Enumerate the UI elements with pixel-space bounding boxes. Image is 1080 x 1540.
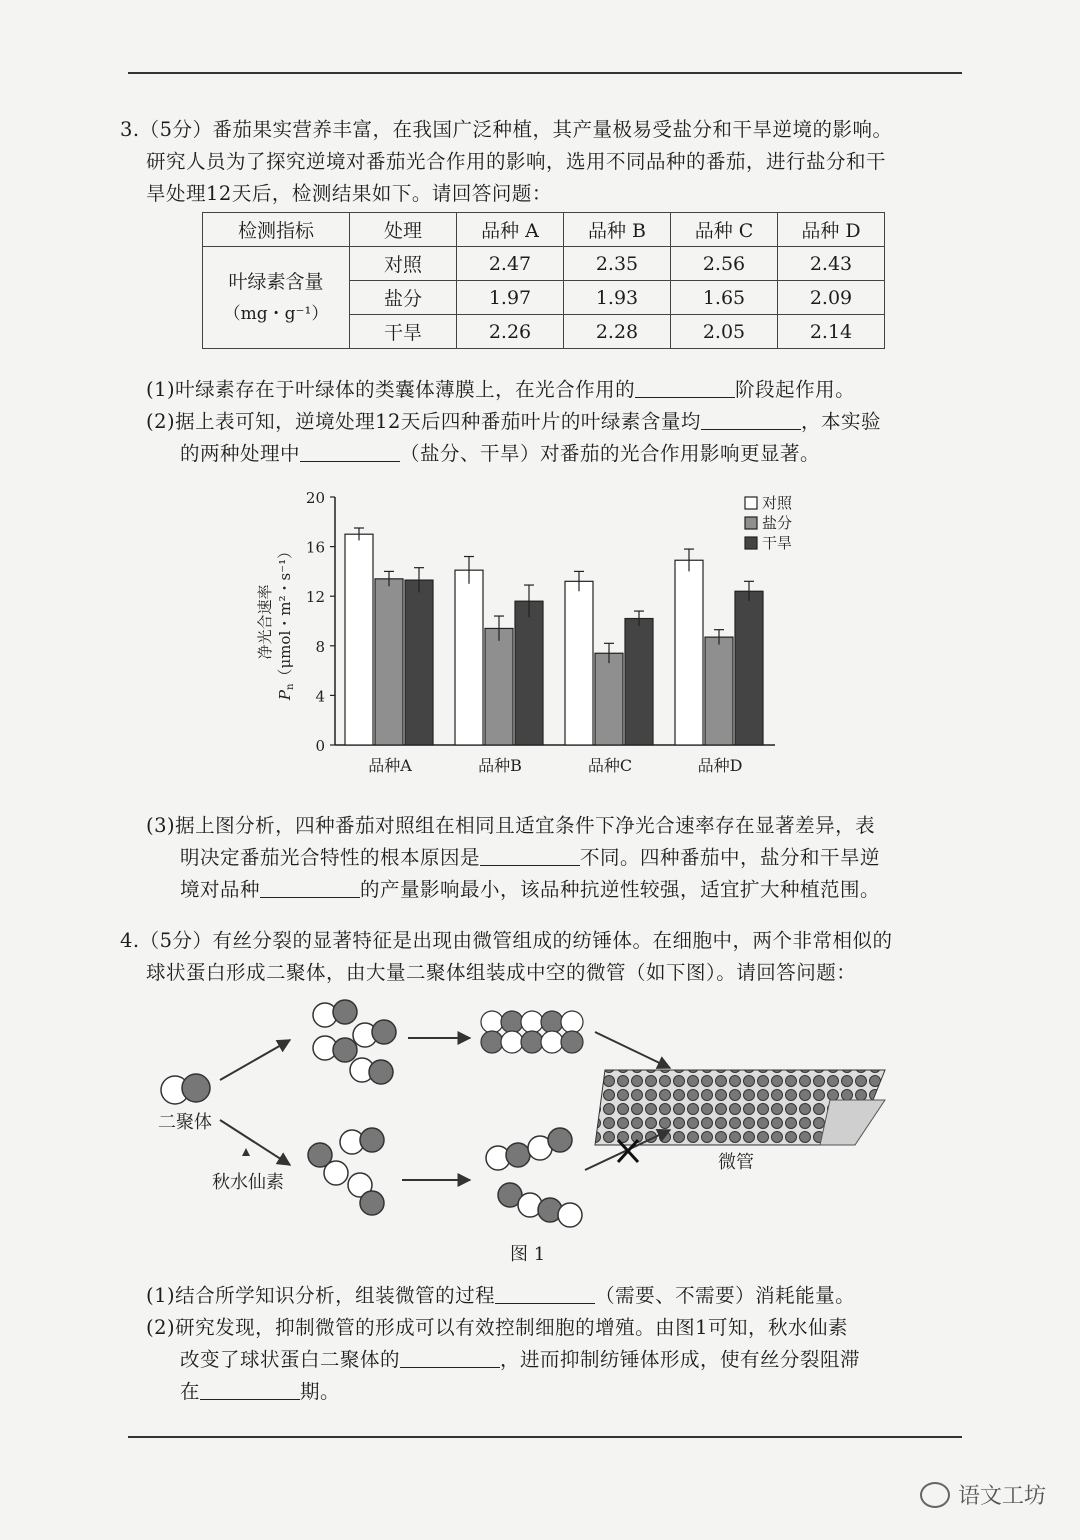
q3-sub2-text2: 的两种处理中 [180, 442, 301, 465]
legend-label: 干旱 [762, 534, 793, 552]
bar [485, 628, 513, 745]
q3-subquestion-3 [120, 810, 950, 906]
value-cell: 1.97 [457, 281, 564, 315]
q3-sub2-tail: ，本实验 [800, 410, 881, 433]
legend-swatch [745, 497, 757, 509]
bar [565, 581, 593, 745]
misfolded-chain-icon [486, 1128, 582, 1227]
photosynthesis-bar-chart [250, 480, 810, 780]
bar [705, 637, 733, 745]
q4-intro-line2: 球状蛋白形成二聚体，由大量二聚体组装成中空的微管（如下图）。请回答问题： [146, 961, 857, 984]
q4-intro-line1: 4.（5分）有丝分裂的显著特征是出现由微管组成的纺锤体。在细胞中，两个非常相似的 [120, 929, 893, 952]
dimer-label: 二聚体 [158, 1112, 212, 1133]
answer-blank[interactable] [480, 843, 580, 866]
y-axis-label-unit: （μmol・m²・s⁻¹） [276, 543, 294, 684]
dimer-icon [161, 1074, 210, 1104]
table-header-cell: 品种 A [457, 213, 564, 247]
answer-blank[interactable] [495, 1281, 595, 1304]
q3-sub1-tail: 阶段起作用。 [735, 378, 856, 401]
y-axis-label-symbol: P [276, 690, 294, 701]
bar [675, 560, 703, 745]
q3-sub3-text: 明决定番茄光合特性的根本原因是 [180, 846, 481, 869]
legend-swatch [745, 537, 757, 549]
y-tick-label: 0 [315, 737, 325, 755]
arrow-up-icon [220, 1040, 290, 1080]
value-cell: 2.26 [457, 315, 564, 349]
scattered-dimers-top-icon [313, 1000, 396, 1084]
answer-blank[interactable] [701, 407, 801, 430]
bar [595, 653, 623, 745]
wechat-icon [920, 1482, 950, 1508]
value-cell: 2.14 [778, 315, 885, 349]
scattered-dimers-bottom-icon [308, 1128, 384, 1215]
bar [345, 534, 373, 745]
q4-sub2-line3 [120, 1376, 950, 1408]
treatment-cell: 对照 [350, 247, 457, 281]
value-cell: 2.35 [564, 247, 671, 281]
y-axis-label-subscript: n [285, 683, 296, 691]
q3-sub2-cont [120, 438, 950, 470]
q4-sub2-text2: ，进而抑制纺锤体形成，使有丝分裂阻滞 [500, 1348, 861, 1371]
y-axis-label-main: 净光合速率 [256, 584, 274, 660]
bar [625, 619, 653, 745]
top-rule [128, 72, 962, 74]
q3-intro-line3: 旱处理12天后，检测结果如下。请回答问题： [146, 182, 552, 205]
table-header-cell: 品种 D [778, 213, 885, 247]
arrow-to-tube-icon [595, 1032, 670, 1068]
q3-sub2-tail2: （盐分、干旱）对番茄的光合作用影响更显著。 [400, 442, 821, 465]
table-row [203, 247, 885, 281]
chart-legend [745, 494, 793, 552]
q3-sub3-text2: 不同。四种番茄中，盐分和干旱逆 [580, 846, 881, 869]
bar [515, 601, 543, 745]
q4-sub2-line2 [120, 1344, 950, 1376]
colchicine-marker-icon [242, 1148, 250, 1156]
q3-sub3-line3 [120, 874, 950, 906]
microtubule-diagram [140, 990, 940, 1260]
q4-sub2-text: 改变了球状蛋白二聚体的 [180, 1348, 401, 1371]
legend-swatch [745, 517, 757, 529]
colchicine-label: 秋水仙素 [212, 1172, 284, 1193]
q4-sub1-text: (1)结合所学知识分析，组装微管的过程 [146, 1284, 496, 1307]
y-tick-label: 8 [315, 637, 325, 656]
y-tick-label: 12 [305, 588, 325, 607]
table-header-row [203, 213, 885, 247]
x-tick-label: 品种D [697, 756, 743, 775]
q4-sub2-line1: (2)研究发现，抑制微管的形成可以有效控制细胞的增殖。由图1可知，秋水仙素 [146, 1316, 849, 1339]
chlorophyll-table [202, 212, 885, 349]
watermark-text: 语文工坊 [957, 1484, 1046, 1509]
q3-sub3-line2 [120, 842, 950, 874]
indicator-label: 叶绿素含量 [228, 270, 324, 293]
value-cell: 2.09 [778, 281, 885, 315]
q3-sub3-line1: (3)据上图分析，四种番茄对照组在相同且适宜条件下净光合速率存在显著差异，表 [146, 814, 876, 837]
y-axis-label [276, 544, 296, 701]
indicator-unit: （mg・g⁻¹） [223, 303, 329, 324]
q4-intro [120, 925, 950, 989]
x-tick-label: 品种C [587, 756, 633, 775]
answer-blank[interactable] [260, 875, 360, 898]
protofilament-sheet-icon [481, 1011, 583, 1053]
bar [375, 579, 403, 745]
y-tick-label: 20 [305, 489, 325, 507]
q3-sub3-tail: 的产量影响最小，该品种抗逆性较强，适宜扩大种植范围。 [360, 878, 881, 901]
answer-blank[interactable] [300, 439, 400, 462]
q3-sub3-text3: 境对品种 [180, 878, 261, 901]
x-tick-label: 品种B [478, 756, 522, 775]
chart-ylabel [256, 544, 296, 701]
treatment-cell: 盐分 [350, 281, 457, 315]
answer-blank[interactable] [635, 375, 735, 398]
q3-intro-line2: 研究人员为了探究逆境对番茄光合作用的影响，选用不同品种的番茄，进行盐分和干 [146, 150, 887, 173]
q3-sub2 [120, 406, 950, 438]
table-header-cell: 处理 [350, 213, 457, 247]
bar [405, 580, 433, 745]
legend-label: 对照 [762, 494, 793, 512]
bar [735, 591, 763, 745]
table-header-cell: 品种 C [671, 213, 778, 247]
legend-label: 盐分 [762, 514, 793, 532]
answer-blank[interactable] [400, 1345, 500, 1368]
q4-sub1 [120, 1280, 950, 1312]
q4-sub1-tail: （需要、不需要）消耗能量。 [595, 1284, 856, 1307]
x-tick-label: 品种A [368, 756, 412, 775]
q4-sub2-text3: 在 [180, 1380, 201, 1403]
q3-sub2-text: (2)据上表可知，逆境处理12天后四种番茄叶片的叶绿素含量均 [146, 410, 701, 433]
value-cell: 2.47 [457, 247, 564, 281]
watermark [920, 1479, 1046, 1510]
q3-intro-line1: 3.（5分）番茄果实营养丰富，在我国广泛种植，其产量极易受盐分和干旱逆境的影响。 [120, 118, 893, 141]
value-cell: 2.28 [564, 315, 671, 349]
indicator-cell [203, 247, 350, 349]
chart-bars [345, 528, 763, 745]
value-cell: 1.93 [564, 281, 671, 315]
figure-caption: 图 1 [510, 1244, 546, 1265]
q3-sub1-text: (1)叶绿素存在于叶绿体的类囊体薄膜上，在光合作用的 [146, 378, 636, 401]
arrow-down-icon [220, 1120, 290, 1165]
table-header-cell: 品种 B [564, 213, 671, 247]
q3-subquestions-1-2 [120, 374, 950, 470]
y-tick-label: 16 [305, 538, 325, 557]
value-cell: 2.56 [671, 247, 778, 281]
bar [455, 570, 483, 745]
answer-blank[interactable] [200, 1377, 300, 1400]
y-tick-label: 4 [315, 687, 325, 706]
q4-subquestions [120, 1280, 950, 1408]
q3-sub1 [120, 374, 950, 406]
treatment-cell: 干旱 [350, 315, 457, 349]
value-cell: 1.65 [671, 281, 778, 315]
microtubule-icon [595, 1070, 885, 1145]
microtubule-label: 微管 [718, 1152, 754, 1173]
bottom-rule [128, 1436, 962, 1438]
value-cell: 2.05 [671, 315, 778, 349]
q4-sub2-tail: 期。 [300, 1380, 341, 1403]
value-cell: 2.43 [778, 247, 885, 281]
q3-intro [120, 114, 950, 210]
table-header-cell: 检测指标 [203, 213, 350, 247]
